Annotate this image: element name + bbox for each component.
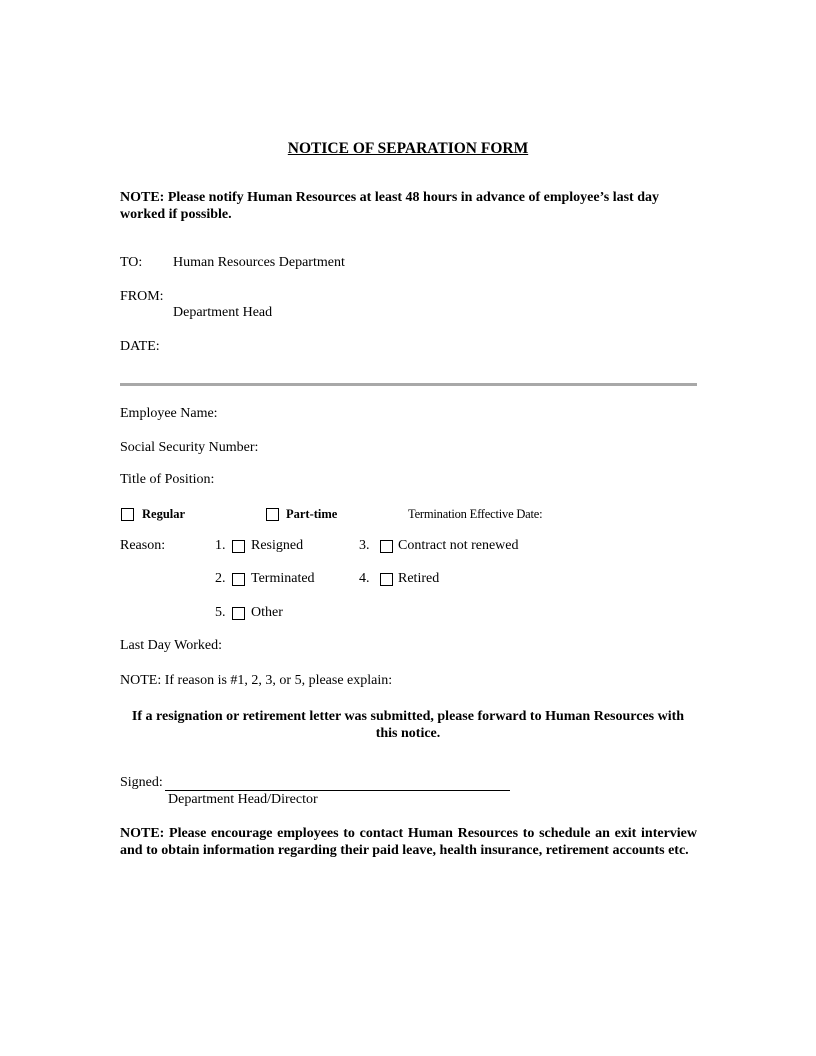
ssn-label: Social Security Number: xyxy=(120,440,259,455)
reason-retired-checkbox[interactable] xyxy=(380,573,393,586)
parttime-label: Part-time xyxy=(286,507,338,521)
last-day-label: Last Day Worked: xyxy=(120,638,223,653)
to-value: Human Resources Department xyxy=(173,255,345,270)
date-label: DATE: xyxy=(120,339,160,354)
exit-interview-note: NOTE: Please encourage employees to contact Human Resources to schedule an exit interview and to obtain information regarding their paid leave, health insurance, retirement accounts etc. xyxy=(120,826,697,858)
reason-other-checkbox[interactable] xyxy=(232,607,245,620)
reason-resigned-label: Resigned xyxy=(251,538,304,553)
reason-label: Reason: xyxy=(120,538,166,553)
reason-contract-label: Contract not renewed xyxy=(398,538,519,553)
reason-number: 1. xyxy=(215,538,226,553)
section-divider xyxy=(120,383,697,386)
resignation-letter-note: If a resignation or retirement letter was submitted, please forward to Human Resources with this notice. xyxy=(131,709,685,741)
advance-notice-note: NOTE: Please notify Human Resources at least 48 hours in advance of employee’s last day worked if possible. xyxy=(120,190,659,222)
position-label: Title of Position: xyxy=(120,472,215,487)
termination-date-label: Termination Effective Date: xyxy=(408,507,543,521)
reason-contract-checkbox[interactable] xyxy=(380,540,393,553)
signed-role: Department Head/Director xyxy=(168,792,318,807)
reason-number: 2. xyxy=(215,571,226,586)
to-label: TO: xyxy=(120,255,143,270)
from-label: FROM: xyxy=(120,289,164,304)
signed-label: Signed: xyxy=(120,775,163,790)
reason-other-label: Other xyxy=(251,605,283,620)
reason-number: 4. xyxy=(359,571,370,586)
reason-retired-label: Retired xyxy=(398,571,440,586)
reason-resigned-checkbox[interactable] xyxy=(232,540,245,553)
from-value: Department Head xyxy=(173,305,273,320)
form-title: NOTICE OF SEPARATION FORM xyxy=(287,140,529,157)
reason-terminated-label: Terminated xyxy=(251,571,315,586)
explain-note: NOTE: If reason is #1, 2, 3, or 5, please explain: xyxy=(120,673,393,688)
reason-terminated-checkbox[interactable] xyxy=(232,573,245,586)
parttime-checkbox[interactable] xyxy=(266,508,279,521)
regular-label: Regular xyxy=(142,507,186,521)
reason-number: 5. xyxy=(215,605,226,620)
regular-checkbox[interactable] xyxy=(121,508,134,521)
reason-number: 3. xyxy=(359,538,370,553)
employee-name-label: Employee Name: xyxy=(120,406,218,421)
signature-line[interactable] xyxy=(165,790,510,791)
